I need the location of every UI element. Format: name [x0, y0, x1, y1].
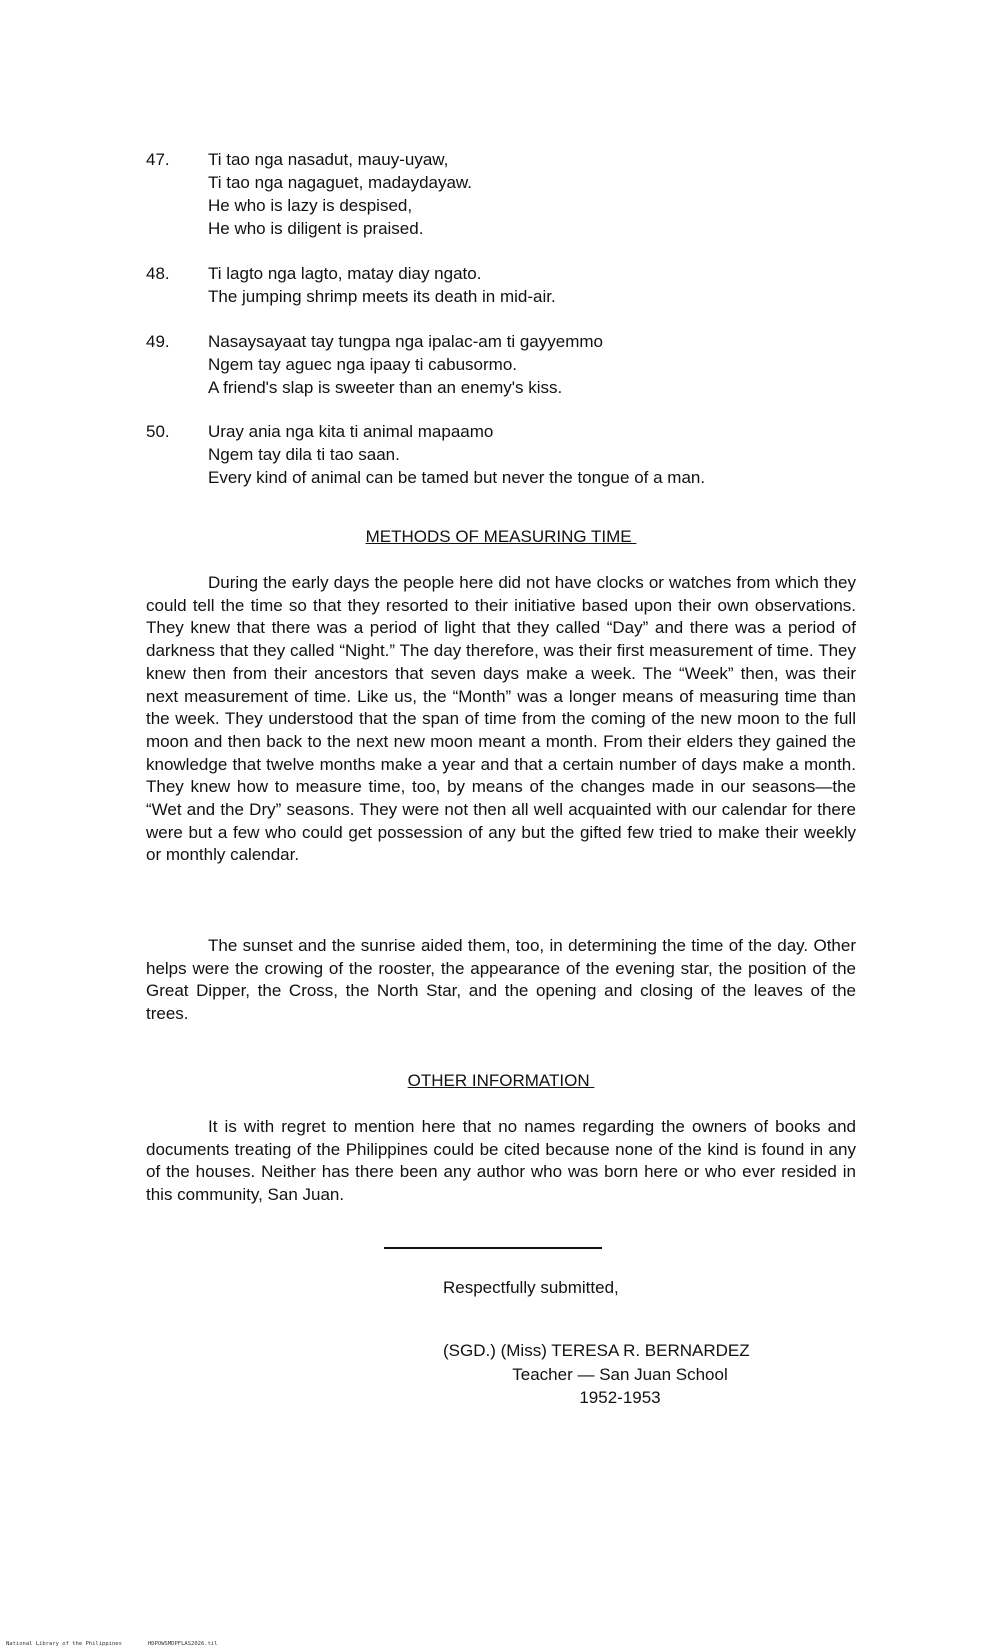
paragraph-other-information: It is with regret to mention here that no names regarding the owners of books and documents treating of the Philippines could be cited because none of the kind is found in any of the houses. Neither has there been any author who was born here or who ever resided in this community, San Juan. [146, 1117, 856, 1205]
footer-library: National Library of the Philippines [6, 1641, 122, 1647]
proverb-line: He who is diligent is praised. [208, 219, 424, 238]
proverb-line: Ti tao nga nasadut, mauy-uyaw, [208, 150, 449, 169]
proverb-line: Ngem tay dila ti tao saan. [208, 445, 400, 464]
proverb-line: He who is lazy is despised, [208, 196, 413, 215]
closing-text: Respectfully submitted, [443, 1278, 619, 1297]
proverb-line: Nasaysayaat tay tungpa nga ipalac-am ti gayyemmo [208, 332, 603, 351]
footer-file-code: HDPOWSMDPFLAS2026.til [148, 1641, 218, 1647]
signer-year: 1952-1953 [579, 1388, 661, 1407]
section-heading-text: OTHER INFORMATION [407, 1071, 595, 1090]
proverb-line: Every kind of animal can be tamed but never the tongue of a man. [208, 468, 706, 487]
paragraph-sunset-sunrise: The sunset and the sunrise aided them, too, in determining the time of the day. Other helps were the crowing of the rooster, the appearance of the evening star, the position of the Great Dipper, the Cross, the North Star, and the opening and closing of the leaves of the trees. [146, 936, 856, 1024]
proverb-47 [146, 148, 906, 240]
proverb-50 [146, 420, 906, 489]
proverb-line: Ngem tay aguec nga ipaay ti cabusormo. [208, 355, 518, 374]
proverb-line: Ti tao nga nagaguet, madaydayaw. [208, 173, 472, 192]
proverb-number: 47. [146, 150, 170, 169]
proverb-number: 49. [146, 332, 170, 351]
proverb-48 [146, 262, 906, 308]
section-heading-other [0, 1070, 1002, 1092]
proverb-number: 50. [146, 422, 170, 441]
proverb-49 [146, 330, 906, 399]
proverb-number: 48. [146, 264, 170, 283]
signer-name: (SGD.) (Miss) TERESA R. BERNARDEZ [443, 1341, 750, 1360]
section-heading-time [0, 526, 1002, 548]
signer-title: Teacher — San Juan School [512, 1365, 728, 1384]
proverb-line: Uray ania nga kita ti animal mapaamo [208, 422, 494, 441]
proverb-line: Ti lagto nga lagto, matay diay ngato. [208, 264, 482, 283]
proverb-line: A friend's slap is sweeter than an enemy's kiss. [208, 378, 563, 397]
paragraph-measuring-time: During the early days the people here did not have clocks or watches from which they could tell the time so that they resorted to their initiative based upon their own observations. They knew that there was a period of light that they called “Day” and there was a period of darkness that they called “Night.” The day therefore, was their first measurement of time. They knew then from their ancestors that seven days make a week. The “Week” then, was their next measurement of time. Like us, the “Month” was a longer means of measuring time than the week. They understood that the span of time from the coming of the new moon to the full moon and then back to the next new moon meant a month. From their elders they gained the knowledge that twelve months make a year and that a certain number of days make a month. They knew how to measure time, too, by means of the changes made in our seasons—the “Wet and the Dry” seasons. They were not then all well acquainted with our calendar for there were but a few who could get possession of any but the gifted few tried to make their weekly or monthly calendar. [146, 573, 856, 865]
proverb-line: The jumping shrimp meets its death in mid-air. [208, 287, 556, 306]
section-heading-text: METHODS OF MEASURING TIME [365, 527, 637, 546]
signature-line [384, 1247, 602, 1249]
